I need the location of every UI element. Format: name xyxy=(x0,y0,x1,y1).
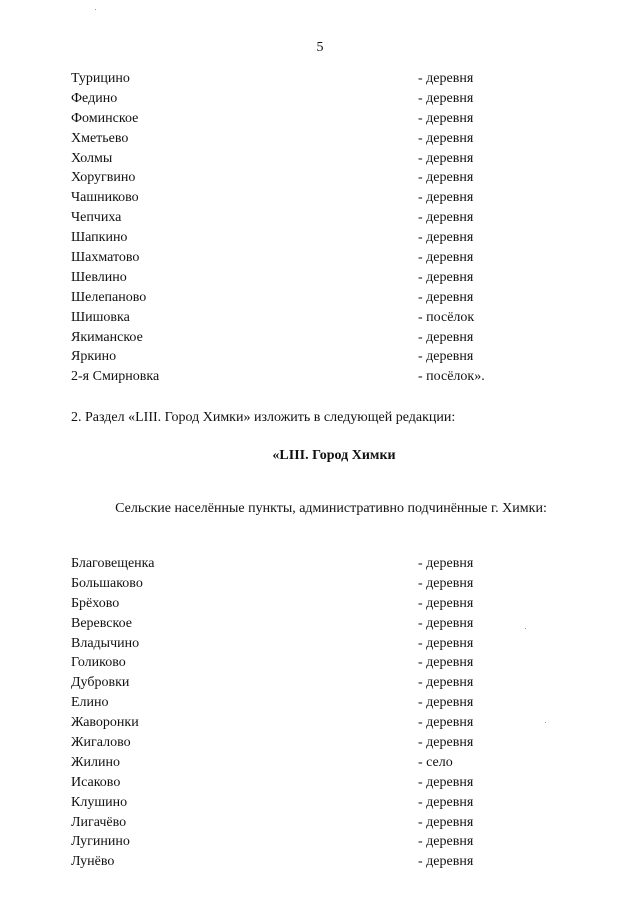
settlement-type: - деревня xyxy=(418,150,474,166)
scan-artifact xyxy=(95,9,96,10)
settlement-type: - деревня xyxy=(418,595,474,611)
amendment-paragraph: 2. Раздел «LIII. Город Химки» изложить в следующей редакции: xyxy=(71,410,456,425)
list-item xyxy=(71,168,491,188)
settlement-list-bottom xyxy=(71,554,491,872)
settlement-name: Турицино xyxy=(71,71,130,86)
settlement-type: - деревня xyxy=(418,269,474,285)
settlement-type: - деревня xyxy=(418,814,474,830)
list-item xyxy=(71,753,491,773)
settlement-type: - деревня xyxy=(418,210,474,226)
list-item xyxy=(71,89,491,109)
list-item xyxy=(71,208,491,228)
settlement-name: Большаково xyxy=(71,575,143,591)
list-item xyxy=(71,693,491,713)
settlement-type: - деревня xyxy=(418,675,474,691)
list-item xyxy=(71,188,491,208)
settlement-type: - деревня xyxy=(418,71,474,86)
settlement-name: Федино xyxy=(71,90,118,106)
list-item xyxy=(71,832,491,852)
list-item xyxy=(71,852,491,872)
page-number: 5 xyxy=(316,40,324,55)
list-item xyxy=(71,109,491,129)
list-item xyxy=(71,713,491,733)
settlement-list-top xyxy=(71,69,491,387)
settlement-type: - деревня xyxy=(418,774,474,790)
settlement-name: 2-я Смирновка xyxy=(71,369,160,385)
settlement-type: - деревня xyxy=(418,655,474,671)
list-item xyxy=(71,733,491,753)
settlement-name: Владычино xyxy=(71,635,140,651)
settlement-name: Яркино xyxy=(71,349,117,365)
list-item xyxy=(71,673,491,693)
settlement-type: - посёлок». xyxy=(418,369,485,385)
list-item xyxy=(71,328,491,348)
scan-artifact xyxy=(525,628,526,629)
settlement-type: - деревня xyxy=(418,735,474,751)
list-item xyxy=(71,813,491,833)
settlement-type: - деревня xyxy=(418,575,474,591)
settlement-name: Чашниково xyxy=(71,190,139,206)
list-item xyxy=(71,248,491,268)
settlement-name: Чепчиха xyxy=(71,210,122,226)
settlement-name: Лунёво xyxy=(71,854,115,870)
list-item xyxy=(71,347,491,367)
scan-artifact xyxy=(545,722,546,723)
list-item xyxy=(71,69,491,89)
settlement-name: Жаворонки xyxy=(71,715,139,731)
list-item xyxy=(71,129,491,149)
list-item xyxy=(71,288,491,308)
settlement-type: - деревня xyxy=(418,854,474,870)
settlement-name: Хметьево xyxy=(71,130,129,146)
settlement-type: - посёлок xyxy=(418,309,475,325)
settlement-type: - деревня xyxy=(418,715,474,731)
settlement-name: Лигачёво xyxy=(71,814,127,830)
settlement-type: - село xyxy=(418,754,453,770)
settlement-name: Клушино xyxy=(71,794,128,810)
section-subtitle: Сельские населённые пункты, административно подчинённые г. Химки: xyxy=(115,501,547,516)
list-item xyxy=(71,268,491,288)
settlement-name: Дубровки xyxy=(71,675,130,691)
settlement-type: - деревня xyxy=(418,289,474,305)
settlement-type: - деревня xyxy=(418,250,474,266)
settlement-name: Веревское xyxy=(71,615,132,631)
list-item xyxy=(71,228,491,248)
section-title: «LIII. Город Химки xyxy=(272,448,396,463)
settlement-name: Шевлино xyxy=(71,269,127,285)
list-item xyxy=(71,634,491,654)
settlement-name: Брёхово xyxy=(71,595,120,611)
list-item xyxy=(71,367,491,387)
settlement-name: Елино xyxy=(71,695,109,711)
settlement-type: - деревня xyxy=(418,794,474,810)
settlement-type: - деревня xyxy=(418,635,474,651)
settlement-type: - деревня xyxy=(418,615,474,631)
settlement-name: Шахматово xyxy=(71,250,140,266)
settlement-type: - деревня xyxy=(418,349,474,365)
settlement-name: Шелепаново xyxy=(71,289,147,305)
settlement-type: - деревня xyxy=(418,110,474,126)
settlement-name: Лугинино xyxy=(71,834,130,850)
settlement-name: Фоминское xyxy=(71,110,139,126)
settlement-type: - деревня xyxy=(418,170,474,186)
settlement-type: - деревня xyxy=(418,695,474,711)
settlement-type: - деревня xyxy=(418,230,474,246)
settlement-name: Якиманское xyxy=(71,329,143,345)
settlement-type: - деревня xyxy=(418,90,474,106)
list-item xyxy=(71,574,491,594)
settlement-type: - деревня xyxy=(418,556,474,571)
settlement-name: Голиково xyxy=(71,655,126,671)
list-item xyxy=(71,594,491,614)
list-item xyxy=(71,614,491,634)
list-item xyxy=(71,793,491,813)
settlement-name: Жигалово xyxy=(71,735,131,751)
list-item xyxy=(71,773,491,793)
settlement-type: - деревня xyxy=(418,190,474,206)
settlement-type: - деревня xyxy=(418,130,474,146)
settlement-name: Исаково xyxy=(71,774,121,790)
settlement-type: - деревня xyxy=(418,834,474,850)
settlement-name: Шишовка xyxy=(71,309,130,325)
settlement-type: - деревня xyxy=(418,329,474,345)
list-item xyxy=(71,554,491,574)
list-item xyxy=(71,653,491,673)
settlement-name: Шапкино xyxy=(71,230,128,246)
settlement-name: Хоругвино xyxy=(71,170,136,186)
list-item xyxy=(71,149,491,169)
list-item xyxy=(71,308,491,328)
settlement-name: Благовещенка xyxy=(71,556,155,571)
settlement-name: Жилино xyxy=(71,754,121,770)
settlement-name: Холмы xyxy=(71,150,113,166)
